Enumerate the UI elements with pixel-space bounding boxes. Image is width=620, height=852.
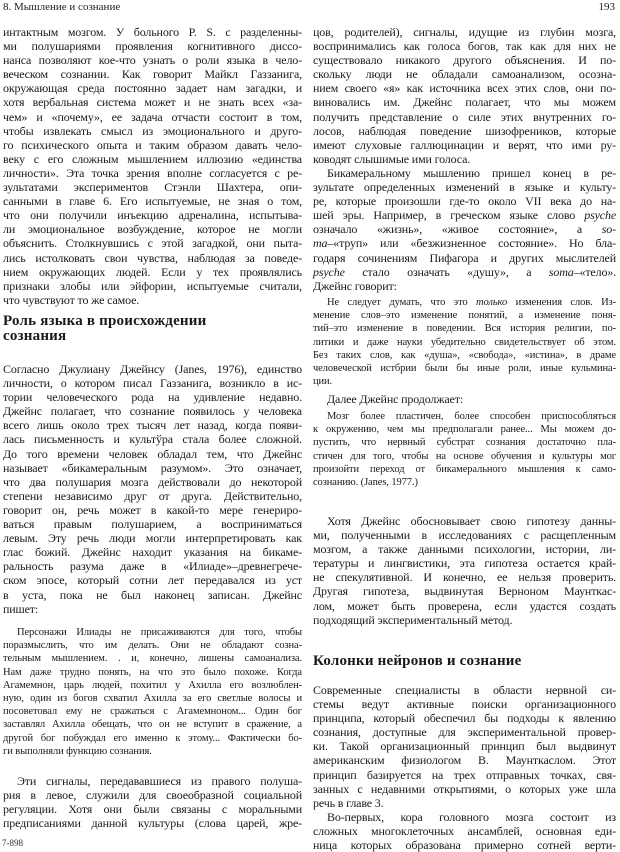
text-line: ли эмоциональное возбуждение, которое не могли xyxy=(3,222,302,237)
text-line: существовало никакого другого объяснения. И по- xyxy=(313,53,616,68)
text-line: пишет: xyxy=(3,601,39,616)
text-line: нанса позволяют кое-что узнать о роли языка в чело- xyxy=(3,53,302,68)
text-line: степени независимо друг от друга. Действительно, xyxy=(3,488,302,503)
text-line: Эти сигналы, передававшиеся из правого полуша- xyxy=(17,774,302,788)
text-line: в уста, пока не был наконец записан. Джейнс xyxy=(3,587,302,602)
text-line: посоветовал ему не сражаться с Агамемноном... Один бог xyxy=(3,706,302,718)
text-line: предписаниями данной культуры (слова царей, жре- xyxy=(3,816,302,831)
text-segment: шей эры. Например, в греческом языке слово xyxy=(313,208,585,223)
text-line: другой бог побуждал его именно к этому... Фактически бо- xyxy=(3,732,302,744)
text-line: Джейнс полагает, что сознание появилось у человека xyxy=(3,404,302,419)
text-line: ги выполняли функцию сознания. xyxy=(3,745,152,757)
text-line: что чувствуют то же самое. xyxy=(3,292,140,307)
text-line: го психического опыта и таким образом давать чело- xyxy=(3,137,302,152)
text-line: что два полушария мозга действовали до некоторой xyxy=(3,474,302,489)
text-line: занных с недавними открытиями, о которых уже шла xyxy=(313,781,616,796)
text-line: Согласно Джулиану Джейнсу (Janes, 1976), единство xyxy=(3,362,302,376)
text-segment: –«тело». xyxy=(573,264,616,279)
paragraph xyxy=(313,392,616,406)
text-line: нием окружающих людей. Если у тех проявлялись xyxy=(3,264,302,279)
italic-term: только xyxy=(476,297,508,308)
text-line: зультатами экспериментов Стэнли Шахтера, опи- xyxy=(3,180,302,195)
block-quote xyxy=(3,626,302,758)
text-line: к окружению, чем мы предполагали ранее... Мы можем до- xyxy=(313,424,616,436)
text-line: веку с его сложным мышлением иллюзию «единства xyxy=(3,151,302,166)
text-line: лись истолковать свои чувства, наблюдая за поведе- xyxy=(3,250,302,265)
text-line: заставлял Ахилла обещать, что он не вступит в сражение, а xyxy=(3,719,302,731)
running-head-chapter: 8. Мышление и сознание xyxy=(3,1,121,13)
block-quote xyxy=(313,410,616,489)
text-line: Во-первых, кора головного мозга состоит из xyxy=(327,810,616,824)
text-line: Персонажи Илиады не присаживаются для того, чтобы xyxy=(17,627,302,638)
text-line: Хотя Джейнс обосновывает свою гипотезу данны- xyxy=(327,514,616,528)
text-line: воспринимались как голоса богов, так как для них не xyxy=(313,39,616,54)
text-line: Без таких слов, как «душа», «свобода», «истина», в драме xyxy=(313,349,616,361)
text-line: ральность разума даже в «Илиаде»–древнегрече- xyxy=(3,559,302,574)
text-line: ре, которые произошли где-то около VII века до на- xyxy=(313,194,616,209)
text-line: Другая гипотеза, выдвинутая Верноном Маунткас- xyxy=(313,584,616,599)
text-segment: стало означать «душу», а xyxy=(344,264,549,279)
paragraph xyxy=(313,25,616,166)
text-line: чем» и «почему», ее задача отчасти состоит в том, xyxy=(3,109,302,124)
text-line: речь в главе 3. xyxy=(313,795,384,810)
text-line: ница которых образована примерно сотней верти- xyxy=(313,838,616,852)
text-line: годаря сочинениям Пифагора и других мыслителей xyxy=(313,250,616,265)
text-line: произойти переход от бикамерального мышления к само- xyxy=(313,463,616,475)
text-line: лом, может быть проверена, если удастся создать xyxy=(313,598,616,613)
text-line: Бикамеральному мышлению пришел конец в ре- xyxy=(327,166,616,180)
text-line: Мозг более пластичен, более способен приспособляться xyxy=(327,411,616,422)
text-segment: Не следует думать, что это xyxy=(327,297,477,308)
text-line xyxy=(313,236,616,250)
text-line: получить представление о силе этих внутренних го- xyxy=(313,109,616,124)
text-line: рия в левое, служили для своеобразной социальной xyxy=(3,788,302,803)
text-line: Далее Джейнс продолжает: xyxy=(327,392,464,406)
paragraph xyxy=(313,683,616,810)
text-line: окружающая среда постоянно задает нам загадки, и xyxy=(3,81,302,96)
text-segment: –«труп» или «безжизненное состояние». Но бла- xyxy=(327,236,616,251)
text-line: сознания xyxy=(3,328,67,344)
text-line: ции. xyxy=(313,376,333,388)
text-line: Колонки нейронов и сознание xyxy=(313,653,522,669)
text-segment: означало «жизнь», «живое состояние», а xyxy=(313,222,602,237)
text-line: интактным мозгом. У больного P. S. с разделенны- xyxy=(3,25,302,39)
section-heading xyxy=(3,314,302,344)
text-line: имеют слуховые галлюцинации и верят, что ими ру- xyxy=(313,137,616,152)
text-line: ском эпосе, который сотни лет передавался из уст xyxy=(3,573,302,588)
text-line: тории человеческого рода на удивление недавно. xyxy=(3,390,302,405)
text-line: хотя вербальная система может и не знать всех «за- xyxy=(3,95,302,110)
text-line: Агамемнон, царь людей, похитил у Ахилла его возлюблен- xyxy=(3,679,302,691)
text-line: сложных многоклеточных ансамблей, основная еди- xyxy=(313,824,616,839)
text-line: сознанию. (Janes, 1977.) xyxy=(313,477,418,489)
text-line: лась письменность и культўра стала более сложной. xyxy=(3,432,302,447)
text-line: цов, родителей), сигналы, идущие из глубин мозга, xyxy=(313,25,616,39)
text-line xyxy=(313,208,616,222)
text-line: объяснить. Столкнувшись с этой загадкой, они пыта- xyxy=(3,236,302,251)
text-line: принципа, который обеспечил бы подходы к явлению xyxy=(313,711,616,726)
text-line: ми, полученными в исследованиях с расщепленным xyxy=(313,528,616,543)
text-line: пустить, что нервный субстрат сознания достаточно пла- xyxy=(313,437,616,449)
text-line: тературы и лингвистики, эта гипотеза остается край- xyxy=(313,556,616,571)
text-line: что они получили инъекцию адреналина, испытыва- xyxy=(3,208,302,223)
italic-term: ma xyxy=(313,236,328,251)
text-line: признаки злобы или эйфории, испытуемые считали, xyxy=(3,278,302,293)
text-segment: изменения слов. Из- xyxy=(507,297,617,308)
paragraph xyxy=(313,810,616,852)
text-line: всего лишь около трех тысяч лет назад, когда появи- xyxy=(3,418,302,433)
paragraph xyxy=(3,25,302,307)
text-line xyxy=(313,222,616,236)
printer-signature: 7-898 xyxy=(2,838,23,848)
page-number: 193 xyxy=(598,1,615,13)
text-line: стемы ведут активные поиски организационного xyxy=(313,697,616,712)
text-line: американским физиологом В. Маунткаслом. Этот xyxy=(313,753,616,768)
text-line: нием своего «я» как источника всех этих слов, они по- xyxy=(313,81,616,96)
text-line: ки. Такой организационный принцип был выдвинут xyxy=(313,739,616,754)
text-line: стичен для того, чтобы на основе обучения и культуры мог xyxy=(313,450,616,462)
text-line: зультате определенных изменений в языке и культу- xyxy=(313,180,616,195)
paragraph xyxy=(3,362,302,616)
text-line: регуляции. Хотя они были связаны с моральными xyxy=(3,802,302,817)
text-line: веческом сознании. Как говорит Майкл Газзанига, xyxy=(3,67,302,82)
text-line: менение слов–это изменение понятий, а изменение поня- xyxy=(313,310,616,322)
text-line: ководят слышимые ими голоса. xyxy=(313,151,471,166)
text-line: Нам даже трудно понять, на что это было похоже. Когда xyxy=(3,666,302,678)
text-line: человеческой истбрии были бы иные роли, иные кульмина- xyxy=(313,363,616,375)
italic-term: so- xyxy=(601,222,616,237)
text-line: глас божий. Джейнс находит указания на бикаме- xyxy=(3,545,302,560)
text-line: тельным мышлением. . и, конечно, лишены самоанализа. xyxy=(3,653,302,665)
block-quote xyxy=(313,296,616,388)
text-line: лосов, наблюдая поведение шизофреников, которые xyxy=(313,123,616,138)
text-line xyxy=(313,265,616,279)
text-line: Современные специалисты в области нервной си- xyxy=(313,683,616,697)
text-line: тий–это изменение в поведении. Вся история религии, по- xyxy=(313,323,616,335)
text-line: чтобы извлекать смысл из эмоционального и друго- xyxy=(3,123,302,138)
text-line: ми полушариями проявления когнитивного диссо- xyxy=(3,39,302,54)
text-line: поразмыслить, что им делать. Они не обладают созна- xyxy=(3,640,302,652)
text-line: виновались им. Джейнс полагает, что мы можем xyxy=(313,95,616,110)
text-line: сознания, доступные для экспериментальной провер- xyxy=(313,725,616,740)
italic-term: psyche xyxy=(313,264,345,279)
text-line: Роль языка в происхождении xyxy=(3,313,207,329)
text-line xyxy=(313,296,616,309)
text-line: До того времени человек обладал тем, что Джейнс xyxy=(3,446,302,461)
section-heading xyxy=(313,654,616,669)
text-line: не спекулятивной. И конечно, ее нельзя проверить. xyxy=(313,570,616,585)
text-line: ваться правым полушарием, а восприниматься xyxy=(3,517,302,532)
text-line: левым. Эту речь люди могли интерпретировать как xyxy=(3,531,302,546)
text-line: называет «бикамеральным разумом». Это означает, xyxy=(3,460,302,475)
paragraph xyxy=(313,166,616,293)
paragraph xyxy=(313,514,616,627)
text-line: личности». Эта точка зрения вполне согласуется с ре- xyxy=(3,165,302,180)
text-line: литики и даже науки убедительно свидетельствует об этом. xyxy=(313,336,616,348)
text-line: подходящий экспериментальный метод. xyxy=(313,612,513,627)
text-line: скольку люди не обладали самоанализом, осозна- xyxy=(313,67,616,82)
text-line: мозгом, а также данными психологии, истории, ли- xyxy=(313,542,616,557)
italic-term: psyche xyxy=(584,208,616,223)
text-line: принцип базируется на трех отправных точках, свя- xyxy=(313,767,616,782)
text-line: личности, о котором писал Газзанига, возникло в ис- xyxy=(3,376,302,391)
paragraph xyxy=(3,774,302,830)
text-line: говорит он, речь может в какой-то мере генериро- xyxy=(3,502,302,517)
text-line: Джейнс говорит: xyxy=(313,278,397,293)
text-line: ную, один из богов схватил Ахилла за его светлые волосы и xyxy=(3,693,302,705)
text-line: санными в главе 6. Его испытуемые, не зная о том, xyxy=(3,194,302,209)
italic-term: soma xyxy=(548,264,574,279)
